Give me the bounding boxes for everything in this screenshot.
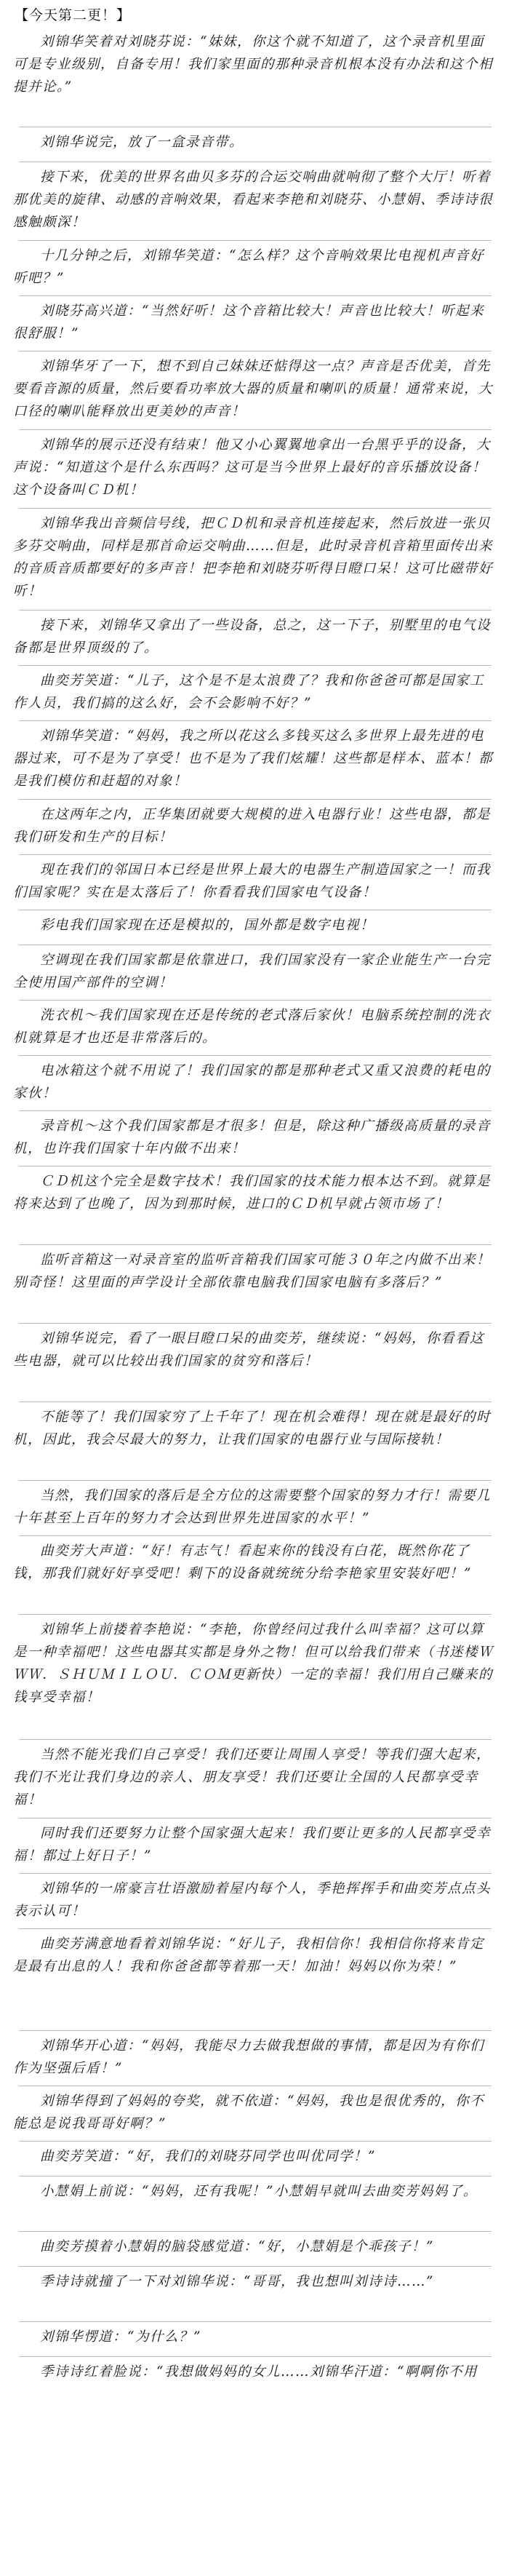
- paragraph-36: 刘锦华愣道：“为什么？”: [40, 2329, 201, 2345]
- paragraph-34: 曲奕芳摸着小慧娟的脑袋感觉道：“好，小慧娟是个乖孩子！”: [40, 2239, 434, 2254]
- paragraph-15: 空调现在我们国家都是依靠进口，我们国家没有一家企业能生产一台完全使用国产部件的空调！: [13, 953, 492, 990]
- divider: [19, 1873, 492, 1874]
- paragraph-1: 刘锦华笑着对刘晓芬说：“妹妹，你这个就不知道了，这个录音机里面可是专业级别，自备专用！我们家里面的那种录音机根本没有办法和这个相提并论。”: [13, 34, 494, 95]
- divider: [19, 665, 492, 666]
- divider: [19, 2356, 492, 2357]
- divider: [19, 2030, 492, 2031]
- divider: [19, 2321, 492, 2322]
- paragraph-19: ＣＤ机这个完全是数字技术！我们国家的技术能力根本达不到。就算是将来达到了也晚了，因为到那时候，进口的ＣＤ机早就占领市场了！: [13, 1174, 492, 1212]
- divider: [19, 720, 492, 721]
- divider: [19, 1110, 492, 1111]
- paragraph-4: 十几分钟之后，刘锦华笑道：“怎么样？这个音响效果比电视机声音好听吧？”: [13, 248, 484, 286]
- paragraph-23: 当然，我们国家的落后是全方位的这需要整个国家的努力才行！需要几十年甚至上百年的努力才会达到世界先进国家的水平！”: [13, 1488, 492, 1526]
- divider: [19, 1055, 492, 1056]
- paragraph-11: 刘锦华笑道：“妈妈，我之所以花这么多钱买这么多世界上最先进的电器过来，可不是为了享受！也不是为了我们炫耀！这些都是样本、蓝本！都是我们模仿和赶超的对象！: [13, 728, 494, 789]
- paragraph-16: 洗衣机～我们国家现在还是传统的老式落后家伙！电脑系统控制的洗衣机就算是才也还是非常落后的。: [13, 1008, 492, 1046]
- divider: [19, 1244, 492, 1245]
- divider: [19, 1928, 492, 1929]
- paragraph-27: 同时我们还要努力让整个国家强大起来！我们要让更多的人民都享受幸福！都过上好日子！”: [13, 1826, 492, 1864]
- paragraph-12: 在这两年之内，正华集团就要大规模的进入电器行业！这些电器，都是我们研发和生产的目标！: [13, 807, 492, 845]
- paragraph-13: 现在我们的邻国日本已经是世界上最大的电器生产制造国家之一！而我们国家呢？实在是太落后了！你看看我们国家电气设备！: [13, 862, 492, 900]
- divider: [19, 1739, 492, 1740]
- divider: [19, 2141, 492, 2142]
- divider: [19, 508, 492, 509]
- divider: [19, 2231, 492, 2232]
- divider: [19, 799, 492, 800]
- paragraph-10: 曲奕芳笑道：“儿子，这个是不是太浪费了？我和你爸爸可都是国家工作人员，我们搞的这么好，会不会影响不好？”: [13, 673, 484, 711]
- divider: [19, 2266, 492, 2267]
- divider: [19, 295, 492, 296]
- paragraph-37: 季诗诗红着脸说：“我想做妈妈的女儿……刘锦华汗道：“啊啊你不用: [40, 2364, 478, 2380]
- divider: [19, 2176, 492, 2177]
- paragraph-22: 不能等了！我们国家穷了上千年了！现在机会难得！现在就是最好的时机，因此，我会尽最大的努力，让我们国家的电器行业与国际接轨！: [13, 1410, 492, 1447]
- paragraph-9: 接下来，刘锦华又拿出了一些设备，总之，这一下子，别墅里的电气设备都是世界顶级的了。: [13, 618, 492, 656]
- paragraph-31: 刘锦华得到了妈妈的夸奖，就不依道：“妈妈，我也是很优秀的，你不能总是说我哥哥好啊？”: [13, 2094, 484, 2131]
- divider: [19, 1535, 492, 1536]
- paragraph-7: 刘锦华的展示还没有结束！他又小心翼翼地拿出一台黑乎乎的设备，大声说：“知道这个是什么东西吗？这可是当今世界上最好的音乐播放设备！这个设备叫ＣＤ机！: [13, 437, 492, 498]
- paragraph-17: 电冰箱这个就不用说了！我们国家的都是那种老式又重又浪费的耗电的家伙！: [13, 1063, 492, 1101]
- divider: [19, 1000, 492, 1001]
- divider: [19, 240, 492, 241]
- paragraph-33: 小慧娟上前说：“妈妈，还有我呢！”小慧娟早就叫去曲奕芳妈妈了。: [40, 2184, 478, 2199]
- paragraph-26: 当然不能光我们自己享受！我们还要让周围人享受！等我们强大起来，我们不光让我们身边的亲人、朋友享受！我们还要让全国的人民都享受幸福！: [13, 1747, 492, 1808]
- paragraph-5: 刘晓芬高兴道：“当然好听！这个音箱比较大！声音也比较大！听起来很舒服！”: [13, 303, 484, 341]
- paragraph-18: 录音机～这个我们国家都是才很多！但是，除这种广播级高质量的录音机，也许我们国家十年内做不出来！: [13, 1118, 492, 1156]
- paragraph-24: 曲奕芳大声道：“好！有志气！看起来你的钱没有白花，既然你花了钱，那我们就好好享受吧！剩下的设备就统统分给李艳家里安装好吧！”: [13, 1543, 472, 1581]
- paragraph-25: 刘锦华上前搂着李艳说：“李艳，你曾经问过我什么叫幸福？这可以算是一种幸福吧！这些电器其实都是身外之物！但可以给我们带来（书迷楼ＷＷＷ．ＳＨＵＭＩＬＯＵ．ＣＯＭ更新快）一定的幸福！我们用自己赚来的钱享受幸福！: [13, 1622, 494, 1705]
- paragraph-20: 监听音箱这一对录音室的监听音箱我们国家可能３０年之内做不出来！别奇怪！这里面的声学设计全部依靠电脑我们国家电脑有多落后？”: [13, 1252, 492, 1290]
- paragraph-14: 彩电我们国家现在还是模拟的，国外都是数字电视！: [40, 918, 375, 933]
- paragraph-32: 曲奕芳笑道：“好，我们的刘晓芬同学也叫优同学！”: [40, 2149, 376, 2164]
- divider: [19, 1323, 492, 1324]
- divider: [19, 1614, 492, 1615]
- paragraph-30: 刘锦华开心道：“妈妈，我能尽力去做我想做的事情，都是因为有你们作为坚强后盾！”: [13, 2038, 484, 2076]
- chapter-note: 【今天第二更！】: [15, 7, 132, 23]
- paragraph-35: 季诗诗就撞了一下对刘锦华说：“哥哥，我也想叫刘诗诗……”: [40, 2274, 434, 2289]
- paragraph-2: 刘锦华说完，放了一盒录音带。: [40, 135, 244, 150]
- divider: [19, 429, 492, 430]
- paragraph-29: 曲奕芳满意地看着刘锦华说：“好儿子，我相信你！我相信你将来肯定是最有出息的人！我和你爸爸都等着那一天！加油！妈妈以你为荣！”: [13, 1936, 484, 1974]
- paragraph-21: 刘锦华说完，看了一眼目瞪口呆的曲奕芳，继续说：“妈妈，你看看这些电器，就可以比较出我们国家的贫穷和落后！: [13, 1331, 484, 1369]
- paragraph-28: 刘锦华的一席豪言壮语激励着屋内每个人，季艳挥挥手和曲奕芳点点头表示认可！: [13, 1881, 492, 1919]
- paragraph-6: 刘锦华牙了一下，想不到自己妹妹还惦得这一点？声音是否优美，首先要看音源的质量，然后要看功率放大器的质量和喇叭的质量！通常来说，大口径的喇叭能释放出更美妙的声音！: [13, 359, 494, 419]
- divider: [19, 1480, 492, 1481]
- divider: [19, 854, 492, 855]
- paragraph-3: 接下来，优美的世界名曲贝多芬的合运交响曲就响彻了整个大厅！听着那优美的旋律、动感的音响效果，看起来李艳和刘晓芬、小慧娟、季诗诗很感触颇深！: [13, 170, 494, 230]
- paragraph-8: 刘锦华我出音频信号线，把ＣＤ机和录音机连接起来，然后放进一张贝多芬交响曲，同样是那首命运交响曲……但是，此时录音机音箱里面传出来的音质音质都要好的多声音！把李艳和刘晓芬听得目瞪口呆！这可比磁带好听！: [13, 516, 494, 599]
- divider: [19, 610, 492, 611]
